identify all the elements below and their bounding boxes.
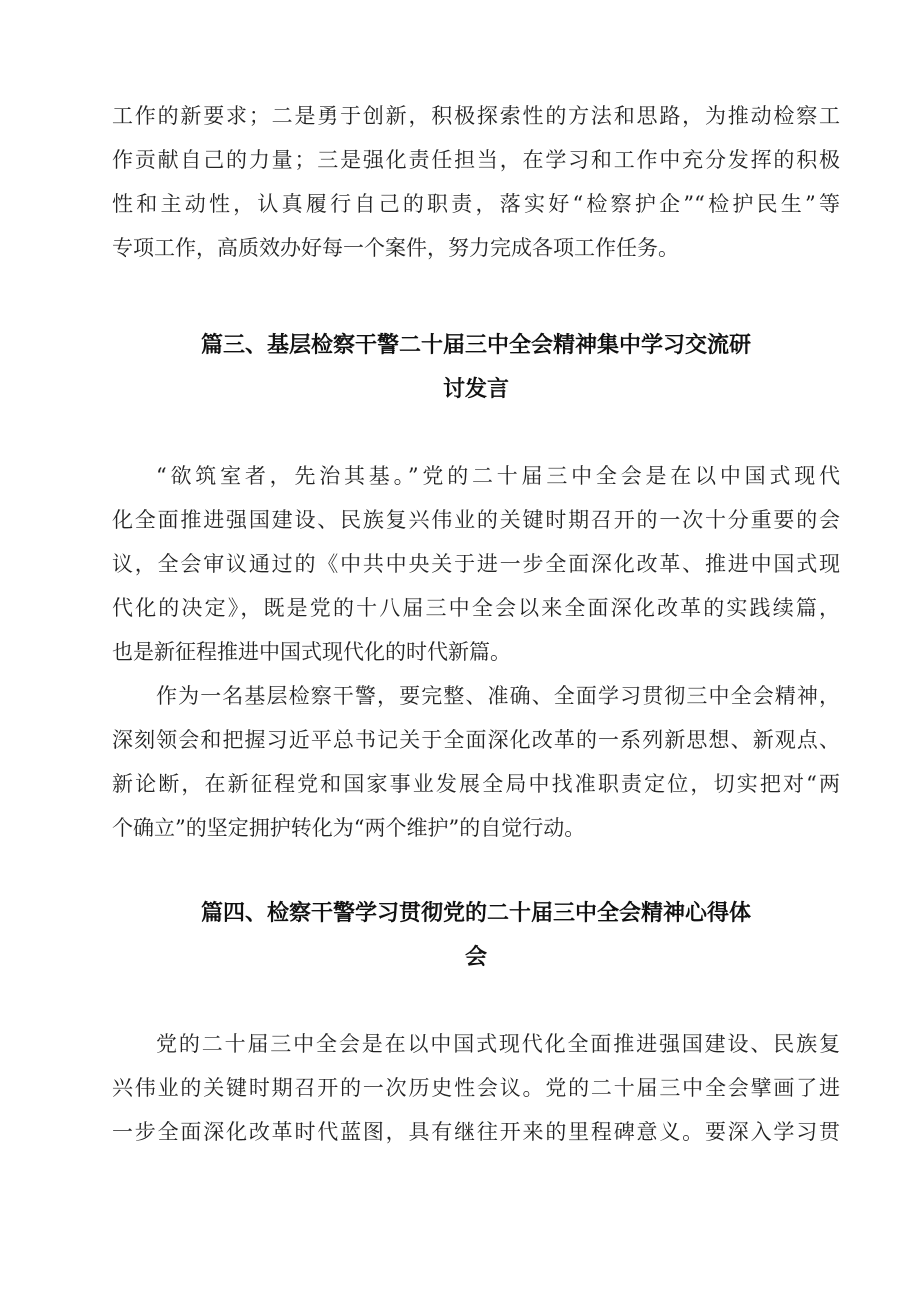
paragraph-line: 代化的决定》，既是党的十八届三中全会以来全面深化改革的实践续篇， bbox=[112, 596, 840, 620]
continuation-paragraph bbox=[112, 94, 840, 270]
paragraph-line: 化全面推进强国建设、民族复兴伟业的关键时期召开的一次十分重要的会 bbox=[112, 508, 840, 532]
section-3-paragraph-2 bbox=[112, 674, 840, 850]
section-4-paragraph-1 bbox=[112, 1022, 840, 1154]
paragraph-line: 性和主动性，认真履行自己的职责，落实好“检察护企”“检护民生”等 bbox=[112, 192, 840, 216]
paragraph-line: 兴伟业的关键时期召开的一次历史性会议。党的二十届三中全会擘画了进 bbox=[112, 1076, 840, 1100]
paragraph-line: 议，全会审议通过的《中共中央关于进一步全面深化改革、推进中国式现 bbox=[112, 552, 840, 576]
heading-line: 讨发言 bbox=[442, 377, 509, 402]
paragraph-line: 党的二十届三中全会是在以中国式现代化全面推进强国建设、民族复 bbox=[156, 1032, 840, 1056]
heading-line: 会 bbox=[464, 945, 487, 970]
paragraph-line: 作为一名基层检察干警，要完整、准确、全面学习贯彻三中全会精神， bbox=[156, 684, 840, 708]
heading-line: 篇四、检察干警学习贯彻党的二十届三中全会精神心得体 bbox=[200, 901, 751, 926]
section-3-paragraph-1 bbox=[112, 454, 840, 674]
paragraph-line: 一步全面深化改革时代蓝图，具有继往开来的里程碑意义。要深入学习贯 bbox=[112, 1120, 840, 1144]
paragraph-line: 专项工作，高质效办好每一个案件，努力完成各项工作任务。 bbox=[112, 236, 679, 260]
paragraph-line: “欲筑室者，先治其基。”党的二十届三中全会是在以中国式现代 bbox=[156, 464, 840, 488]
paragraph-line: 个确立”的坚定拥护转化为“两个维护”的自觉行动。 bbox=[112, 816, 586, 840]
paragraph-line: 作贡献自己的力量；三是强化责任担当，在学习和工作中充分发挥的积极 bbox=[112, 148, 840, 172]
paragraph-line: 工作的新要求；二是勇于创新，积极探索性的方法和思路，为推动检察工 bbox=[112, 104, 840, 128]
heading-line: 篇三、基层检察干警二十届三中全会精神集中学习交流研 bbox=[200, 333, 751, 358]
section-heading-4 bbox=[112, 892, 840, 980]
paragraph-line: 也是新征程推进中国式现代化的时代新篇。 bbox=[112, 640, 511, 664]
section-heading-3 bbox=[112, 324, 840, 412]
paragraph-line: 新论断，在新征程党和国家事业发展全局中找准职责定位，切实把对“两 bbox=[112, 772, 840, 796]
paragraph-line: 深刻领会和把握习近平总书记关于全面深化改革的一系列新思想、新观点、 bbox=[112, 728, 840, 752]
